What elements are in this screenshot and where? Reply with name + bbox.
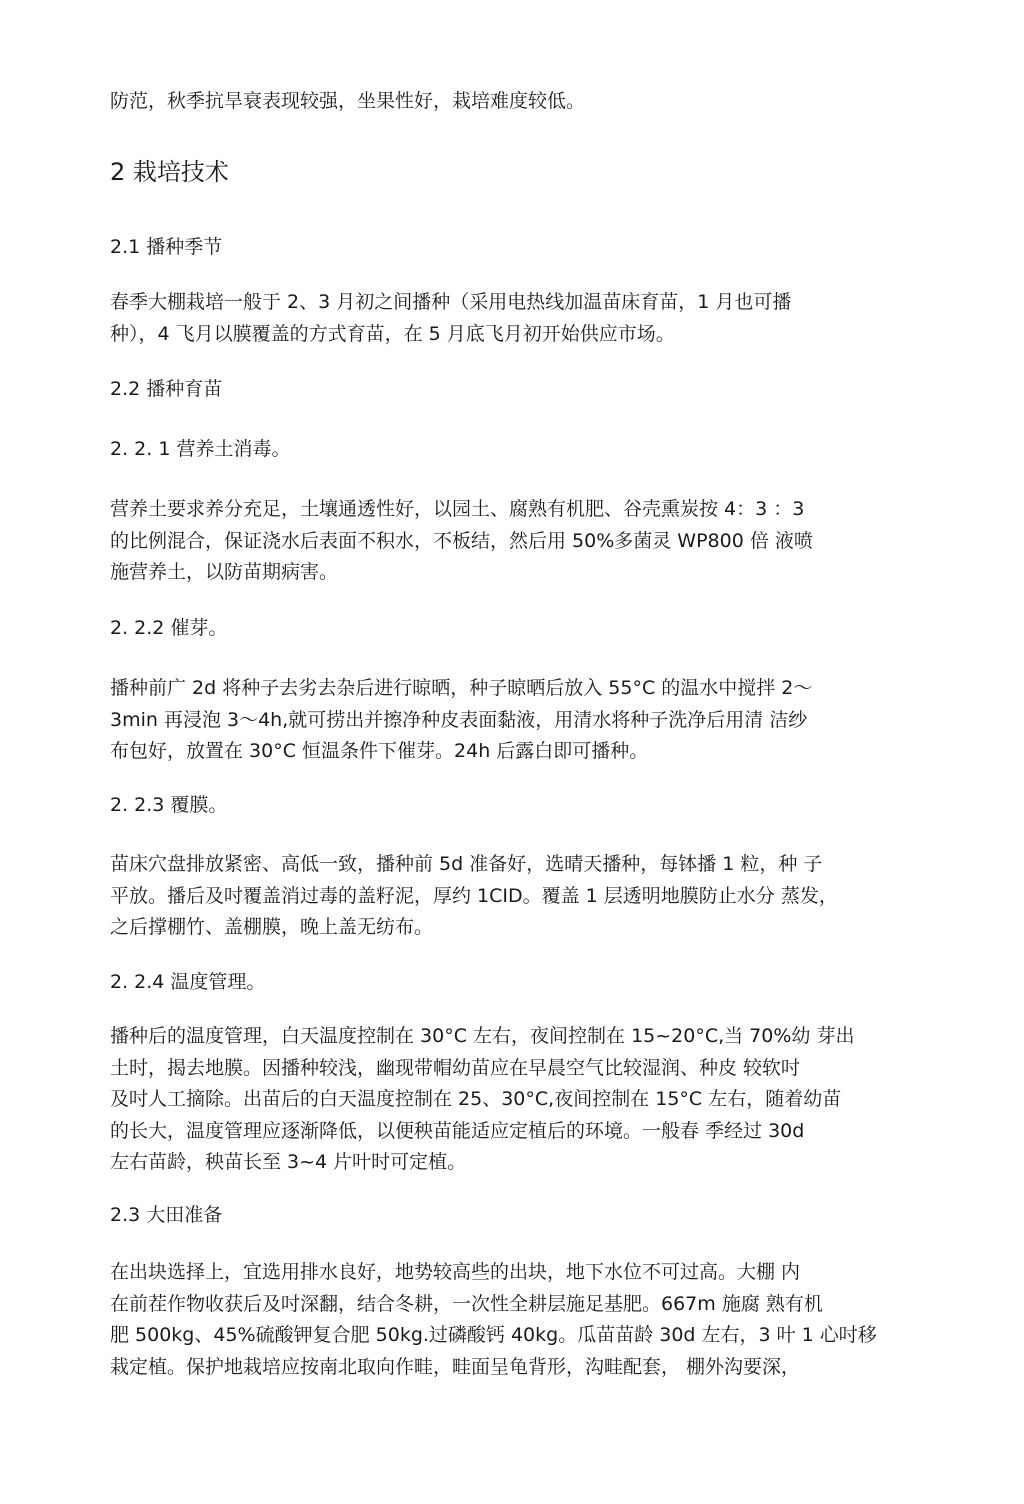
paragraph-line: 及吋人工摘除。出苗后的白天温度控制在 25、30°C,夜间控制在 15°C 左右，随着幼苗: [110, 1088, 842, 1110]
paragraph: [110, 494, 920, 589]
paragraph: [110, 287, 920, 350]
paragraph-line: 播种后的温度管理，白天温度控制在 30°C 左右，夜间控制在 15~20°C,当 70%幼 芽出: [110, 1025, 855, 1047]
paragraph-line: 布包好，放置在 30°C 恒温条件下催芽。24h 后露白即可播种。: [110, 740, 649, 762]
paragraph: [110, 673, 920, 768]
paragraph-line: 3min 再浸泡 3～4h,就可捞出并擦净种皮表面黏液，用清水将种子洗净后用清 洁纱: [110, 708, 808, 731]
paragraph-line: 营养土要求养分充足，土壤通透性好，以园土、腐熟有机肥、谷壳熏炭按 4：3 ：3: [110, 498, 805, 520]
paragraph: [110, 849, 920, 944]
paragraph-line: 播种前广 2d 将种子去劣去杂后进行晾晒，种子晾晒后放入 55°C 的温水中搅拌 2～: [110, 677, 813, 699]
section-heading: 2 栽培技术: [110, 158, 229, 186]
paragraph-line: 左右苗龄，秧苗长至 3~4 片叶时可定植。: [110, 1151, 467, 1173]
paragraph-line: 在出块选择上，宜选用排水良好，地势较高些的出块，地下水位不可过高。大棚 内: [110, 1261, 801, 1283]
paragraph-line: 栽定植。保护地栽培应按南北取向作畦，畦面呈龟背形，沟畦配套， 棚外沟要深，: [110, 1355, 801, 1378]
paragraph: [110, 1257, 920, 1383]
paragraph-line: 平放。播后及吋覆盖消过毒的盖籽泥，厚约 1CID。覆盖 1 层透明地膜防止水分 蒸发，: [110, 884, 838, 907]
paragraph-line: 种），4 飞月以膜覆盖的方式育苗，在 5 月底飞月初开始供应市场。: [110, 322, 675, 345]
subsubsection-heading: 2. 2.3 覆膜。: [110, 794, 228, 816]
paragraph-line: 在前茬作物收获后及吋深翻，结合冬耕，一次性全耕层施足基肥。667m 施腐 熟有机: [110, 1292, 823, 1315]
intro-paragraph: [110, 86, 920, 118]
subsubsection-heading: 2. 2.4 温度管理。: [110, 971, 266, 993]
subsubsection-heading: 2. 2.2 催芽。: [110, 617, 228, 639]
paragraph-line: 的长大，温度管理应逐渐降低，以便秧苗能适应定植后的环境。一般春 季经过 30d: [110, 1119, 805, 1142]
paragraph-line: 土时，揭去地膜。因播种较浅，幽现带帽幼苗应在早晨空气比较湿润、种皮 较软吋: [110, 1056, 801, 1079]
paragraph-line: 防范，秋季抗旱衰表现较强，坐果性好，栽培难度较低。: [110, 90, 586, 112]
paragraph-line: 肥 500kg、45%硫酸钾复合肥 50kg.过磷酸钙 40kg。瓜苗苗龄 30d 左右，3 叶 1 心吋移: [110, 1324, 877, 1346]
paragraph-line: 苗床穴盘排放紧密、高低一致，播种前 5d 准备好，选晴天播种，每钵播 1 粒，种 子: [110, 853, 823, 875]
subsubsection-heading: 2. 2. 1 营养土消毒。: [110, 438, 291, 460]
subsection-heading: 2.2 播种育苗: [110, 378, 223, 400]
paragraph-line: 的比例混合，保证浇水后表面不积水，不板结，然后用 50%多菌灵 WP800 倍 液喷: [110, 529, 813, 552]
paragraph-line: 施营养土，以防苗期病害。: [110, 561, 339, 583]
paragraph-line: 春季大棚栽培一般于 2、3 月初之间播种（采用电热线加温苗床育苗，1 月也可播: [110, 291, 792, 313]
subsection-heading: 2.1 播种季节: [110, 236, 223, 258]
paragraph: [110, 1021, 920, 1179]
subsection-heading: 2.3 大田准备: [110, 1204, 223, 1226]
paragraph-line: 之后撑棚竹、盖棚膜，晚上盖无纺布。: [110, 916, 434, 938]
